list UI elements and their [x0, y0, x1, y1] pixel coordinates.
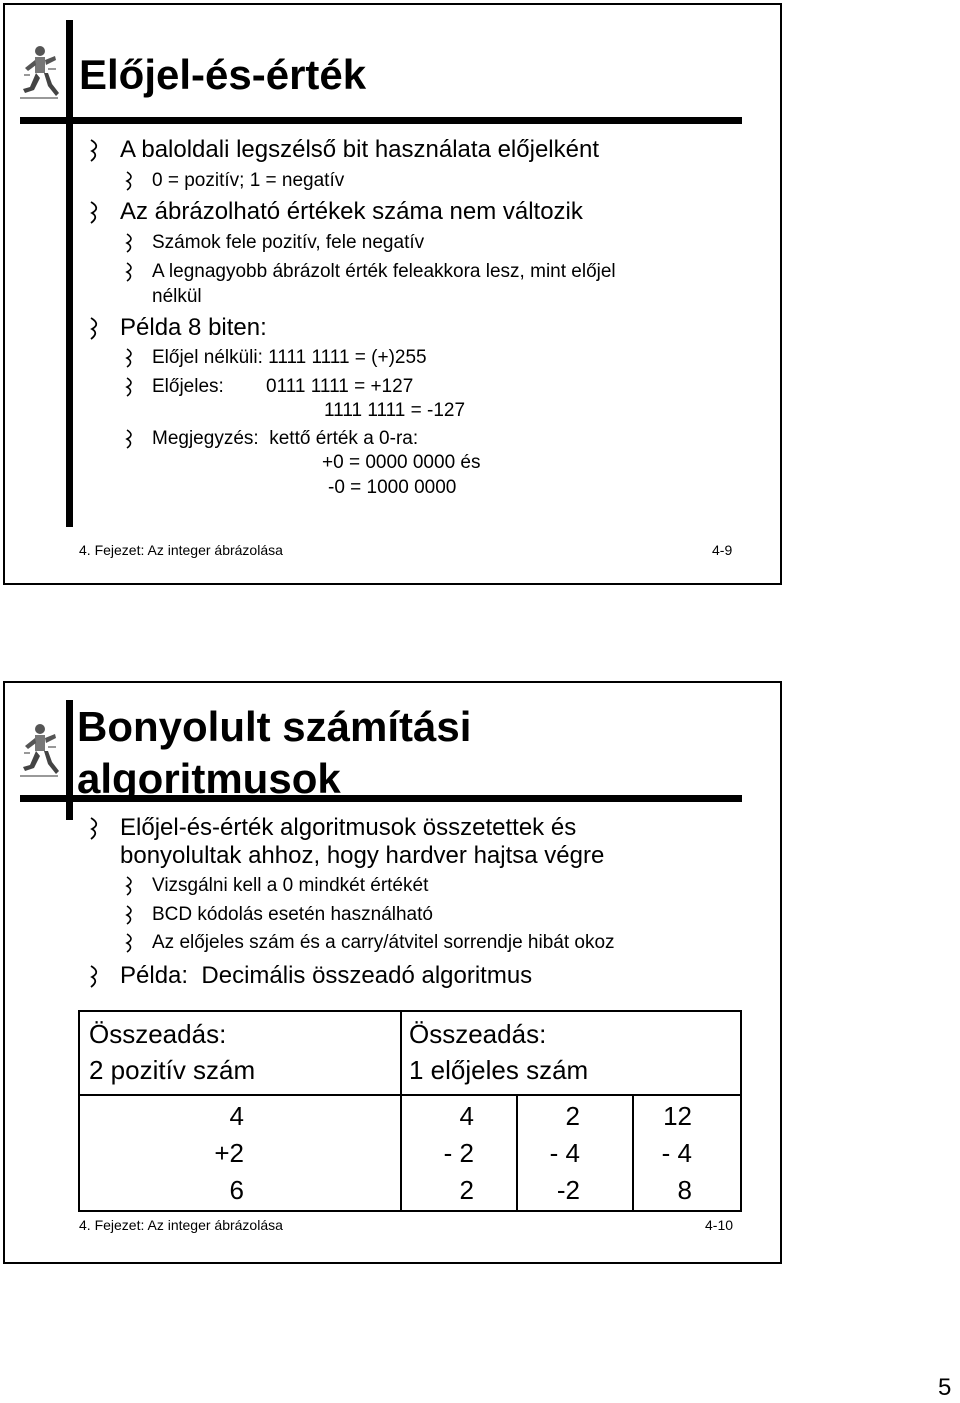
running-figure-icon: [18, 44, 62, 107]
bullet-text: Előjel-és-érték algoritmusok összetettek és: [120, 814, 577, 841]
slide-title-rule: [20, 117, 742, 124]
bullet-icon: [88, 313, 120, 343]
slide-vertical-rule: [66, 700, 73, 820]
slide-footer-chapter: 4. Fejezet: Az integer ábrázolása: [79, 1217, 283, 1233]
bullet-text: BCD kódolás esetén használható: [152, 904, 433, 925]
table-cell: +2: [214, 1138, 244, 1168]
table-cell: -2: [556, 1175, 580, 1205]
bullet-continuation: bonyolultak ahhoz, hogy hardver hajtsa végre: [120, 842, 605, 869]
table-header: Összeadás:: [409, 1019, 547, 1049]
bullet-continuation: 1111 1111 = -127: [324, 400, 466, 421]
table-cell: - 4: [549, 1138, 580, 1168]
slide-footer-number: 4-9: [712, 542, 733, 558]
table-divider: [400, 1012, 402, 1210]
bullet-icon: [88, 813, 120, 843]
table-cell: - 2: [443, 1138, 474, 1168]
bullet-text: Előjel nélküli: 1111 1111 = (+)255: [152, 347, 427, 368]
bullet-text: Előjeles: 0111 1111 = +127: [152, 376, 414, 397]
bullet-continuation: nélkül: [152, 286, 202, 307]
bullet-icon: [124, 230, 152, 256]
table-cell: - 4: [661, 1138, 692, 1168]
bullet-text: Vizsgálni kell a 0 mindkét értékét: [152, 875, 429, 896]
sub-bullet-item: [124, 259, 616, 285]
table-divider: [80, 1094, 740, 1096]
table-header: Összeadás:: [89, 1019, 227, 1049]
bullet-icon: [124, 345, 152, 371]
bullet-item: [88, 813, 576, 843]
bullet-item: [88, 135, 599, 165]
table-cell: 4: [459, 1101, 474, 1131]
bullet-continuation: +0 = 0000 0000 és: [322, 452, 481, 473]
table-header: 1 előjeles szám: [409, 1055, 589, 1085]
sub-bullet-item: [124, 345, 427, 371]
sub-bullet-item: [124, 426, 418, 452]
bullet-text: Példa 8 biten:: [120, 314, 267, 341]
sub-bullet-item: [124, 230, 424, 256]
table-cell: 2: [459, 1175, 474, 1205]
bullet-icon: [124, 168, 152, 194]
bullet-text: Példa: Decimális összeadó algoritmus: [120, 962, 533, 989]
bullet-item: [88, 197, 583, 227]
table-header: 2 pozitív szám: [89, 1055, 256, 1085]
slide-title: Előjel-és-érték: [79, 51, 367, 98]
table-cell: 6: [229, 1175, 244, 1205]
bullet-icon: [124, 374, 152, 400]
sub-bullet-item: [124, 168, 344, 194]
table-cell: 12: [663, 1101, 692, 1131]
slide-title: Bonyolult számítási: [77, 703, 472, 750]
addition-example-table: [78, 1010, 742, 1212]
bullet-item: [88, 961, 532, 991]
sub-bullet-item: [124, 873, 428, 899]
slide-footer-number: 4-10: [705, 1217, 734, 1233]
bullet-icon: [124, 930, 152, 956]
table-cell: 8: [677, 1175, 692, 1205]
bullet-text: Megjegyzés: kettő érték a 0-ra:: [152, 428, 419, 449]
bullet-item: [88, 313, 267, 343]
bullet-text: Számok fele pozitív, fele negatív: [152, 232, 425, 253]
page-number: 5: [938, 1374, 952, 1401]
bullet-icon: [124, 873, 152, 899]
running-figure-icon: [18, 722, 62, 785]
bullet-icon: [88, 961, 120, 991]
table-cell: 2: [565, 1101, 580, 1131]
sub-bullet-item: [124, 902, 433, 928]
bullet-icon: [124, 259, 152, 285]
bullet-continuation: -0 = 1000 0000: [328, 477, 457, 498]
bullet-text: Az előjeles szám és a carry/átvitel sorrendje hibát okoz: [152, 932, 615, 953]
slide-vertical-rule: [66, 20, 73, 527]
bullet-text: Az ábrázolható értékek száma nem változik: [120, 198, 583, 225]
bullet-text: A legnagyobb ábrázolt érték feleakkora lesz, mint előjel: [152, 261, 616, 282]
table-cell: 4: [229, 1101, 244, 1131]
sub-bullet-item: [124, 374, 413, 400]
bullet-icon: [124, 902, 152, 928]
bullet-icon: [88, 135, 120, 165]
bullet-icon: [124, 426, 152, 452]
bullet-text: A baloldali legszélső bit használata előjelként: [120, 136, 599, 163]
bullet-icon: [88, 197, 120, 227]
slide-title-line-2: algoritmusok: [77, 755, 341, 802]
sub-bullet-item: [124, 930, 615, 956]
bullet-text: 0 = pozitív; 1 = negatív: [152, 170, 345, 191]
slide-footer-chapter: 4. Fejezet: Az integer ábrázolása: [79, 542, 283, 558]
